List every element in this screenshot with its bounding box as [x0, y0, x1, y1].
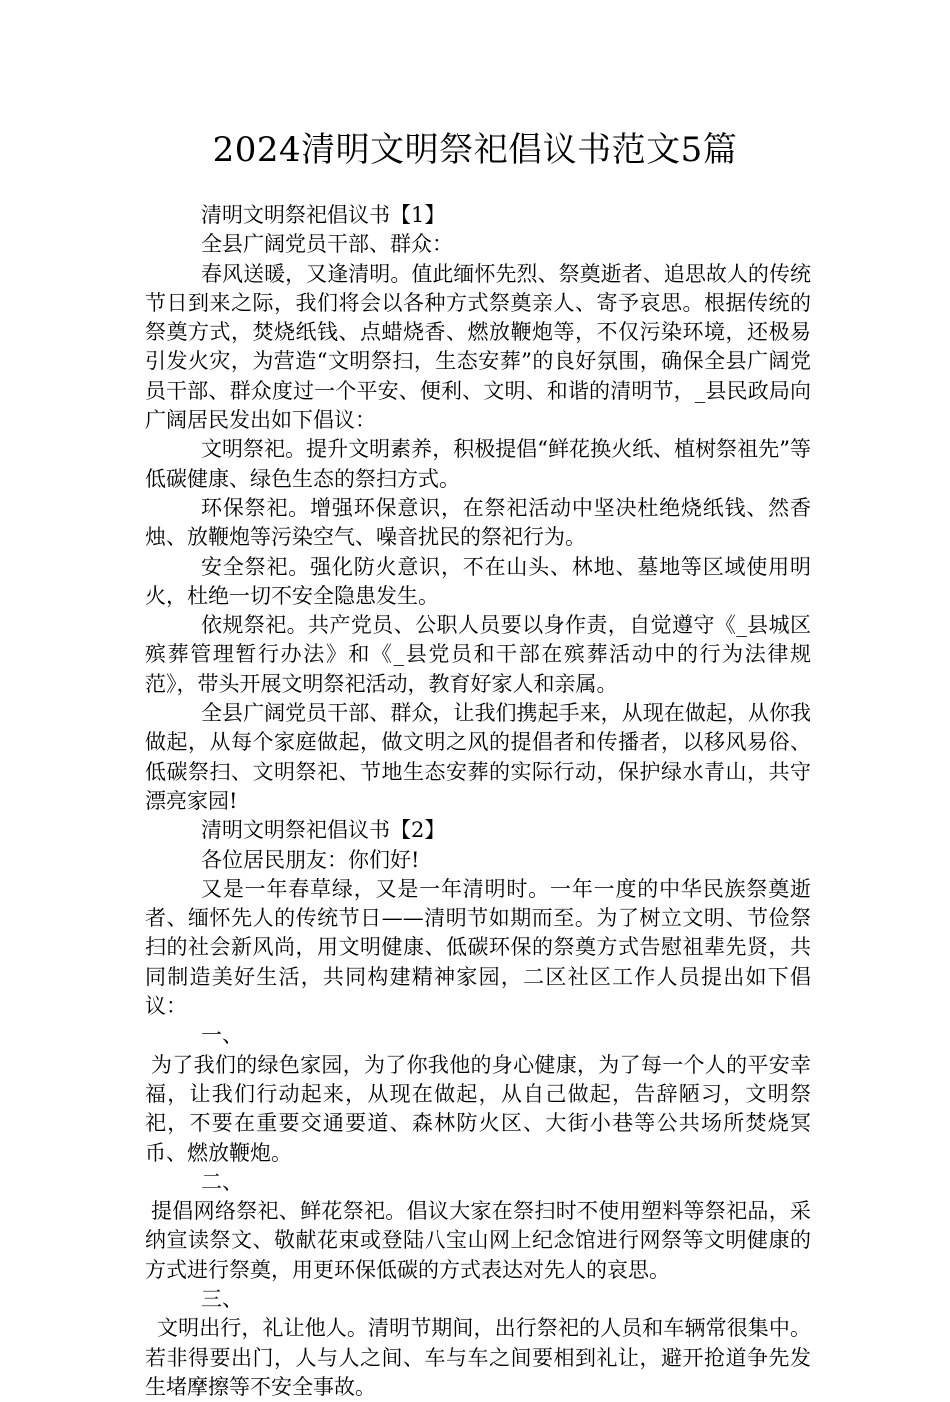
paragraph: 环保祭祀。增强环保意识，在祭祀活动中坚决杜绝烧纸钱、然香烛、放鞭炮等污染空气、噪音扰民的祭祀行为。	[145, 495, 811, 550]
list-number: 二、	[201, 1169, 243, 1194]
list-number: 三、	[201, 1286, 243, 1311]
list-number: 一、	[201, 1023, 243, 1048]
document-body	[145, 201, 811, 1402]
salutation: 各位居民朋友：你们好!	[201, 847, 420, 872]
paragraph: 依规祭祀。共产党员、公职人员要以身作责，自觉遵守《_县城区殡葬管理暂行办法》和《_县党员和干部在殡葬活动中的行为法律规范》，带头开展文明祭祀活动，教育好家人和亲属。	[145, 613, 811, 696]
paragraph: 全县广阔党员干部、群众，让我们携起手来，从现在做起，从你我做起，从每个家庭做起，做文明之风的提倡者和传播者，以移风易俗、低碳祭扫、文明祭祀、节地生态安葬的实际行动，保护绿水青山，共守漂亮家园!	[145, 701, 811, 813]
document-title: 2024清明文明祭祀倡议书范文5篇	[212, 130, 738, 170]
paragraph: 春风送暖，又逢清明。值此缅怀先烈、祭奠逝者、追思故人的传统节日到来之际，我们将会以各种方式祭奠亲人、寄予哀思。根据传统的祭奠方式，焚烧纸钱、点蜡烧香、燃放鞭炮等，不仅污染环境，还极易引发火灾，为营造“文明祭扫，生态安葬”的良好氛围，确保全县广阔党员干部、群众度过一个平安、便利、文明、和谐的清明节，_县民政局向广阔居民发出如下倡议：	[145, 261, 811, 433]
paragraph: 提倡网络祭祀、鲜花祭祀。倡议大家在祭扫时不使用塑料等祭祀品，采纳宣读祭文、敬献花束或登陆八宝山网上纪念馆进行网祭等文明健康的方式进行祭奠，用更环保低碳的方式表达对先人的哀思。	[145, 1199, 811, 1282]
salutation: 全县广阔党员干部、群众：	[201, 232, 453, 257]
paragraph: 又是一年春草绿，又是一年清明时。一年一度的中华民族祭奠逝者、缅怀先人的传统节日——清明节如期而至。为了树立文明、节俭祭扫的社会新风尚，用文明健康、低碳环保的祭奠方式告慰祖辈先贤，共同制造美好生活，共同构建精神家园，二区社区工作人员提出如下倡议：	[145, 876, 811, 1019]
paragraph: 文明祭祀。提升文明素养，积极提倡“鲜花换火纸、植树祭祖先”等低碳健康、绿色生态的祭扫方式。	[145, 437, 811, 491]
paragraph: 安全祭祀。强化防火意识，不在山头、林地、墓地等区域使用明火，杜绝一切不安全隐患发生。	[145, 554, 811, 608]
section-heading-1: 清明文明祭祀倡议书【1】	[201, 203, 446, 227]
paragraph: 为了我们的绿色家园，为了你我他的身心健康，为了每一个人的平安幸福，让我们行动起来，从现在做起，从自己做起，告辞陋习，文明祭祀，不要在重要交通要道、森林防火区、大街小巷等公共场所焚烧冥币、燃放鞭炮。	[145, 1052, 811, 1165]
paragraph: 文明出行，礼让他人。清明节期间，出行祭祀的人员和车辆常很集中。若非得要出门，人与人之间、车与车之间要相到礼让，避开抢道争先发生堵摩擦等不安全事故。	[145, 1316, 811, 1399]
section-heading-2: 清明文明祭祀倡议书【2】	[201, 818, 446, 843]
